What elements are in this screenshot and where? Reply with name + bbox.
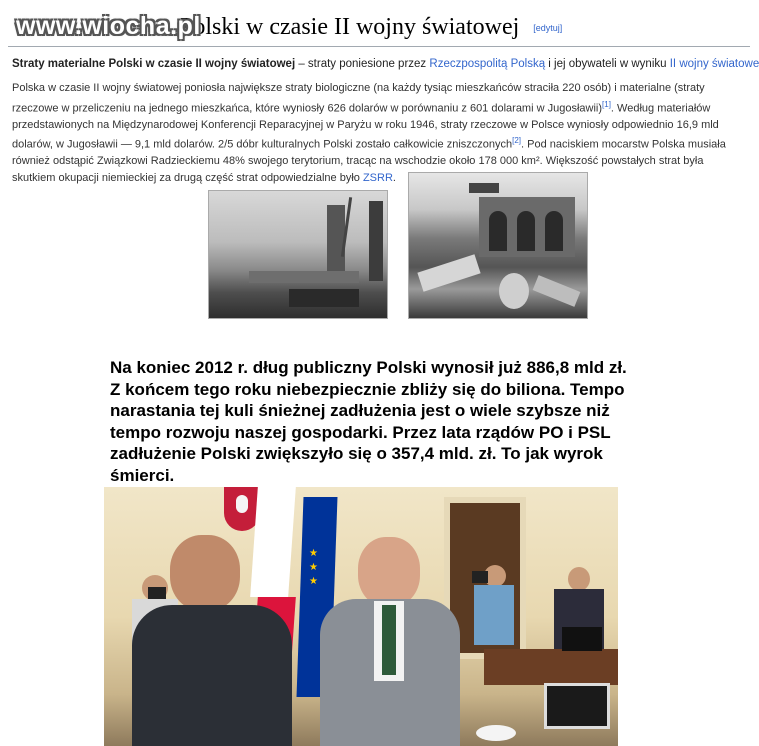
lead-bold: Straty materialne Polski w czasie II wojny światowej (12, 58, 296, 70)
laptop-icon (562, 627, 602, 651)
person-left-suit (132, 605, 292, 746)
polish-flag (250, 487, 296, 597)
fallen-column (533, 275, 581, 307)
person-right-head (358, 537, 420, 607)
reference-2[interactable]: [2] (512, 136, 522, 146)
body-part-3: . Pod naciskiem mocarstw Polska musiała również odstąpić Związkowi Radzieckiemu 48% swojego terytorium, tracąc na wschodzie około 178 000 km². Większość powstałych strat była skutkiem okupacji niemieckiej za drugą część strat odpowiedzialne było (12, 138, 726, 184)
section-heading (180, 14, 750, 41)
ruins-photo-left (208, 190, 388, 319)
heading-divider (8, 46, 750, 47)
plate (476, 725, 516, 741)
lead-paragraph (12, 58, 759, 70)
rubble (289, 289, 359, 307)
person-right-tie (382, 605, 396, 675)
watermark: www.wiocha.pl (16, 12, 201, 40)
background-man-head (568, 567, 590, 591)
arch-window (517, 211, 535, 251)
ruined-facade (469, 183, 499, 193)
camera-icon (472, 571, 488, 583)
fallen-column (499, 273, 529, 309)
lead-text-2: i jej obywateli w wyniku (545, 58, 670, 70)
arch-window (545, 211, 563, 251)
eagle-figure (236, 495, 248, 513)
body-part-1: Polska w czasie II wojny światowej poniosła największe straty biologiczne (na każdy tysiąc mieszkańców straciła 220 osób) i materialne (straty rzeczowe w przeliczeniu na jednego mieszkańca, które wyniosły 626 dolarów w porównaniu z 601 dolarami w Jugosławii) (12, 82, 705, 115)
link-zssr[interactable]: ZSRR (362, 171, 393, 184)
body-end: . (392, 171, 396, 184)
conference-table (484, 649, 618, 685)
debt-caption: Na koniec 2012 r. dług publiczny Polski wynosił już 886,8 mld zł. Z końcem tego roku niebezpiecznie zbliży się do biliona. Tempo narastania tej kuli śnieżnej zadłużenia jest o wiele szybsze niż tempo rozwoju naszej gospodarki. Przez lata rządów PO i PSL zadłużenie Polski zwiększyło się o 357,4 mld. zł. To jak wyrok śmierci. (110, 358, 627, 485)
ruins-photo-right (408, 172, 588, 319)
arch-window (489, 211, 507, 251)
edit-link[interactable]: [edytuj] (533, 23, 563, 34)
reference-1[interactable]: [1] (602, 99, 611, 109)
body-part-2: . Według materiałów przedstawionych na Międzynarodowej Konferencji Reparacyjnej w Paryżu w roku 1946, straty rzeczowe w Polsce wyniosły odpowiednio 16,9 mld dolarów, w Jugosławii — 9,1 mld dolarów. 2/5 dóbr kulturalnych Polski zostało całkowicie zniszczonych (12, 102, 719, 151)
politicians-photo (104, 487, 618, 746)
ruined-wall (369, 201, 383, 281)
eu-stars-icon: ★ ★ ★ (309, 548, 318, 587)
laptop-icon (544, 683, 610, 729)
fallen-column (417, 254, 480, 292)
person-left-head (170, 535, 240, 611)
body-paragraph (12, 80, 742, 186)
rubble (249, 271, 359, 283)
lead-text-1: – straty poniesione przez (295, 58, 430, 70)
link-wojna[interactable]: II wojny światowe (669, 58, 759, 70)
photographer-body (474, 585, 514, 645)
link-rzeczpospolita[interactable]: Rzeczpospolitą Polską (429, 58, 546, 70)
section-title: Polski w czasie II wojny światowej (180, 14, 520, 40)
camera-icon (148, 587, 166, 599)
